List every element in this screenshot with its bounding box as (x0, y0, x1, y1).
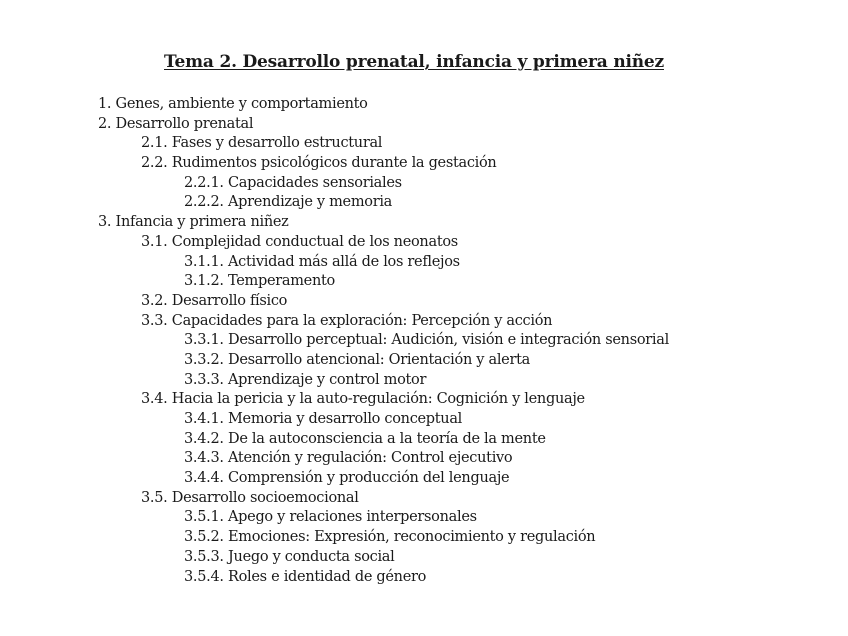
toc-item: 3.3.3. Aprendizaje y control motor (184, 371, 427, 388)
toc-item: 2. Desarrollo prenatal (98, 115, 254, 132)
toc-item: 3.4.4. Comprensión y producción del lenguaje (184, 470, 510, 487)
toc-item: 3.3.1. Desarrollo perceptual: Audición, visión e integración sensorial (184, 332, 669, 349)
toc-item: 2.2.1. Capacidades sensoriales (184, 174, 402, 191)
toc-item: 3.1.2. Temperamento (184, 273, 335, 290)
toc-item: 3.4. Hacia la pericia y la auto-regulación: Cognición y lenguaje (141, 391, 585, 408)
toc-item: 2.2.2. Aprendizaje y memoria (184, 194, 393, 211)
toc-item: 3.3.2. Desarrollo atencional: Orientación y alerta (184, 351, 530, 368)
toc-item: 3.5.1. Apego y relaciones interpersonales (184, 509, 477, 526)
toc-item: 3.4.1. Memoria y desarrollo conceptual (184, 411, 463, 427)
toc-item: 3.4.2. De la autoconsciencia a la teoría de la mente (184, 430, 546, 447)
toc-item: 1. Genes, ambiente y comportamiento (98, 96, 368, 112)
toc-item: 2.2. Rudimentos psicológicos durante la gestación (141, 155, 497, 172)
toc-item: 3.5.2. Emociones: Expresión, reconocimiento y regulación (184, 529, 596, 546)
toc-item: 3.3. Capacidades para la exploración: Percepción y acción (141, 312, 553, 329)
toc-item: 3.5. Desarrollo socioemocional (141, 489, 359, 506)
table-of-contents (0, 95, 848, 587)
toc-item: 3. Infancia y primera niñez (98, 214, 289, 231)
toc-item: 3.4.3. Atención y regulación: Control ejecutivo (184, 450, 513, 467)
toc-item: 2.1. Fases y desarrollo estructural (141, 135, 383, 152)
page-title: Tema 2. Desarrollo prenatal, infancia y primera niñez (164, 52, 664, 72)
toc-item: 3.2. Desarrollo físico (141, 292, 288, 309)
toc-item: 3.5.3. Juego y conducta social (184, 548, 395, 565)
toc-item: 3.5.4. Roles e identidad de género (184, 568, 427, 585)
toc-item: 3.1.1. Actividad más allá de los reflejos (184, 253, 460, 270)
toc-item: 3.1. Complejidad conductual de los neonatos (141, 233, 458, 250)
